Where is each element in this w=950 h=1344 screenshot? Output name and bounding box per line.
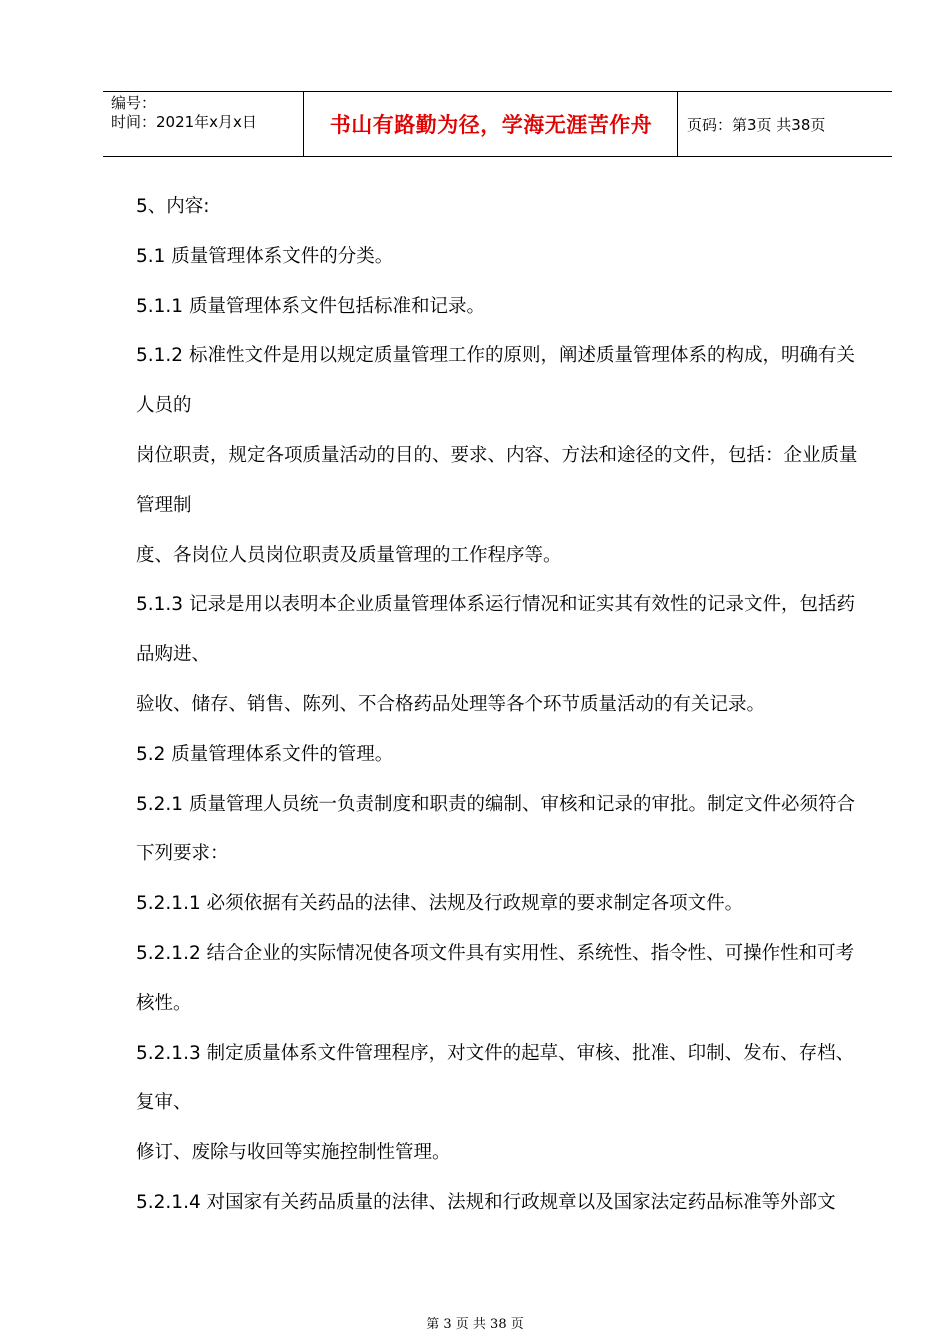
page-number-footer: 第 3 页 共 38 页: [426, 1317, 524, 1332]
body-line: 5.2.1 质量管理人员统一负责制度和职责的编制、审核和记录的审批。制定文件必须符合: [136, 793, 855, 815]
body-line: 5.2.1.3 制定质量体系文件管理程序，对文件的起草、审核、批准、印制、发布、存档、: [136, 1042, 855, 1064]
header-motto: 书山有路勤为径，学海无涯苦作舟: [329, 113, 653, 137]
body-line: 验收、储存、销售、陈列、不合格药品处理等各个环节质量活动的有关记录。: [136, 693, 766, 715]
body-line: 岗位职责，规定各项质量活动的目的、要求、内容、方法和途径的文件，包括：企业质量: [136, 444, 858, 466]
document-date: 时间：2021年x月x日: [111, 113, 257, 131]
body-line: 5.2 质量管理体系文件的管理。: [136, 743, 394, 765]
body-line: 5.2.1.4 对国家有关药品质量的法律、法规和行政规章以及国家法定药品标准等外部文: [136, 1191, 836, 1213]
body-line: 5.2.1.1 必须依据有关药品的法律、法规及行政规章的要求制定各项文件。: [136, 893, 744, 915]
body-line: 度、各岗位人员岗位职责及质量管理的工作程序等。: [136, 544, 562, 566]
body-line: 品购进、: [136, 644, 211, 666]
header-page-info: 页码：第3页 共38页: [687, 115, 826, 134]
body-line: 5.2.1.2 结合企业的实际情况使各项文件具有实用性、系统性、指令性、可操作性和可考: [136, 942, 855, 964]
body-line: 下列要求：: [136, 843, 229, 865]
body-line: 管理制: [136, 494, 192, 516]
body-line: 5.1.1 质量管理体系文件包括标准和记录。: [136, 295, 485, 317]
body-line: 人员的: [136, 395, 192, 417]
header-divider: [677, 92, 678, 156]
body-line: 5、内容:: [136, 196, 210, 217]
body-line: 5.1.2 标准性文件是用以规定质量管理工作的原则，阐述质量管理体系的构成，明确有关: [136, 345, 855, 367]
body-line: 复审、: [136, 1092, 192, 1114]
body-line: 5.1 质量管理体系文件的分类。: [136, 245, 394, 267]
document-number-label: 编号：: [111, 94, 157, 112]
body-line: 修订、废除与收回等实施控制性管理。: [136, 1142, 451, 1164]
header-meta: [111, 94, 301, 132]
body-line: 5.1.3 记录是用以表明本企业质量管理体系运行情况和证实其有效性的记录文件，包括药: [136, 594, 855, 616]
document-header: [103, 91, 892, 157]
body-line: 核性。: [136, 992, 192, 1014]
document-body: [136, 182, 888, 1228]
